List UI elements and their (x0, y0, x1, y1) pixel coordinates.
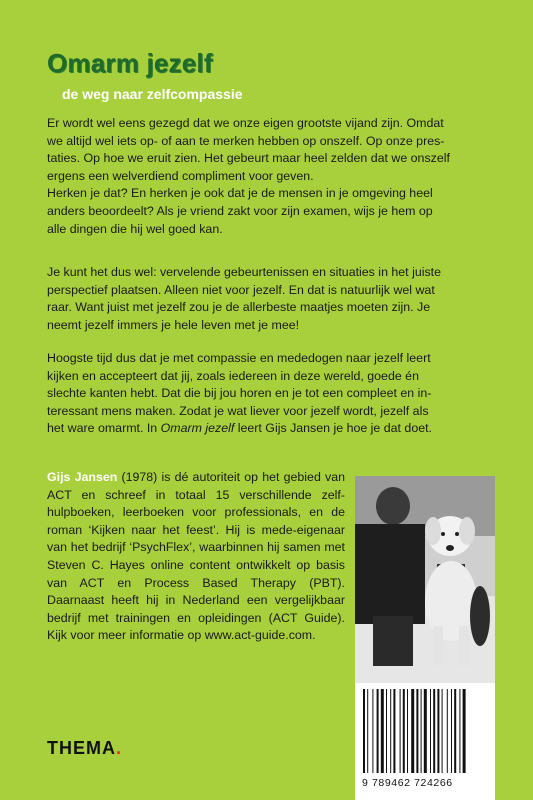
blurb-line: raar. Want juist met jezelf zou je de allerbeste maatjes moeten zijn. Je (47, 300, 431, 315)
blurb-line-end: leert Gijs Jansen je hoe je dat doet. (234, 421, 432, 436)
blurb-line: we altijd wel iets op- of aan te merken hebben op onszelf. Op onze pres- (47, 133, 445, 148)
blurb-line: Je kunt het dus wel: vervelende gebeurtenissen en situaties in het juiste (47, 265, 441, 279)
blurb-line: taties. Op hoe we eruit zien. Het gebeurt maar heel zelden dat we onszelf (47, 151, 450, 166)
blurb-line: Hoogste tijd dus dat je met compassie en mededogen naar jezelf leert (47, 351, 431, 365)
book-title-italic: Omarm jezelf (160, 421, 235, 436)
publisher-name: THEMA (47, 738, 116, 758)
blurb-line: Er wordt wel eens gezegd dat we onze eigen grootste vijand zijn. Omdat (47, 116, 444, 130)
blurb-line: slechte kanten hebt. Dat die bij jou horen en je tot een compleet en in- (47, 386, 432, 401)
blurb-paragraph-2 (47, 264, 460, 334)
author-bio (47, 469, 345, 645)
blurb-line: neemt jezelf immers je hele leven met je mee! (47, 317, 300, 332)
barcode-icon (355, 683, 495, 775)
blurb-line: alle dingen die hij wel goed kan. (47, 221, 223, 236)
blurb-line: Herken je dat? En herken je ook dat je de mensen in je omgeving heel (47, 186, 433, 201)
publisher-dot: . (116, 738, 123, 758)
blurb-line: perspectief plaatsen. Alleen niet voor jezelf. En dat is natuurlijk wel wat (47, 282, 435, 297)
blurb-line: anders beoordeelt? Als je vriend zakt voor zijn examen, wijs je hem op (47, 203, 433, 218)
isbn-number: 9 789462 724266 (362, 777, 453, 789)
book-title: Omarm jezelf (47, 48, 213, 78)
author-bio-text: (1978) is dé autoriteit op het gebied van ACT en schreef in totaal 15 verschillende zelf-hulpboeken, leerboeken voor professionals, en de roman ‘Kijken naar het feest’. Hij is mede-eigenaar van het bedrijf ‘PsychFlex’, waarbinnen hij samen met Steven C. Hayes online content ontwikkelt op basis van ACT en Process Based Therapy (PBT). Daarnaast heeft hij in Nederland een vergelijkbaar bedrijf met trainingen en opleidingen (ACT Guide). Kijk voor meer informatie op www.act-guide.com. (47, 470, 345, 643)
author-with-dog-photo-icon (355, 476, 495, 683)
blurb-line: teressant mens maken. Zodat je wat liever voor jezelf wordt, jezelf als (47, 403, 429, 418)
author-photo (355, 476, 495, 683)
book-subtitle: de weg naar zelfcompassie (62, 86, 243, 102)
blurb-paragraph-1 (47, 115, 460, 238)
blurb-line: het ware omarmt. In (47, 421, 158, 436)
blurb-paragraph-3 (47, 350, 460, 438)
blurb-line: kijken en accepteert dat jij, zoals iedereen in deze wereld, goede én (47, 368, 419, 383)
blurb-line: ergens een welverdiend compliment voor geven. (47, 168, 314, 183)
isbn-barcode (355, 683, 495, 800)
author-name: Gijs Jansen (47, 470, 118, 484)
publisher-logo (47, 738, 122, 759)
